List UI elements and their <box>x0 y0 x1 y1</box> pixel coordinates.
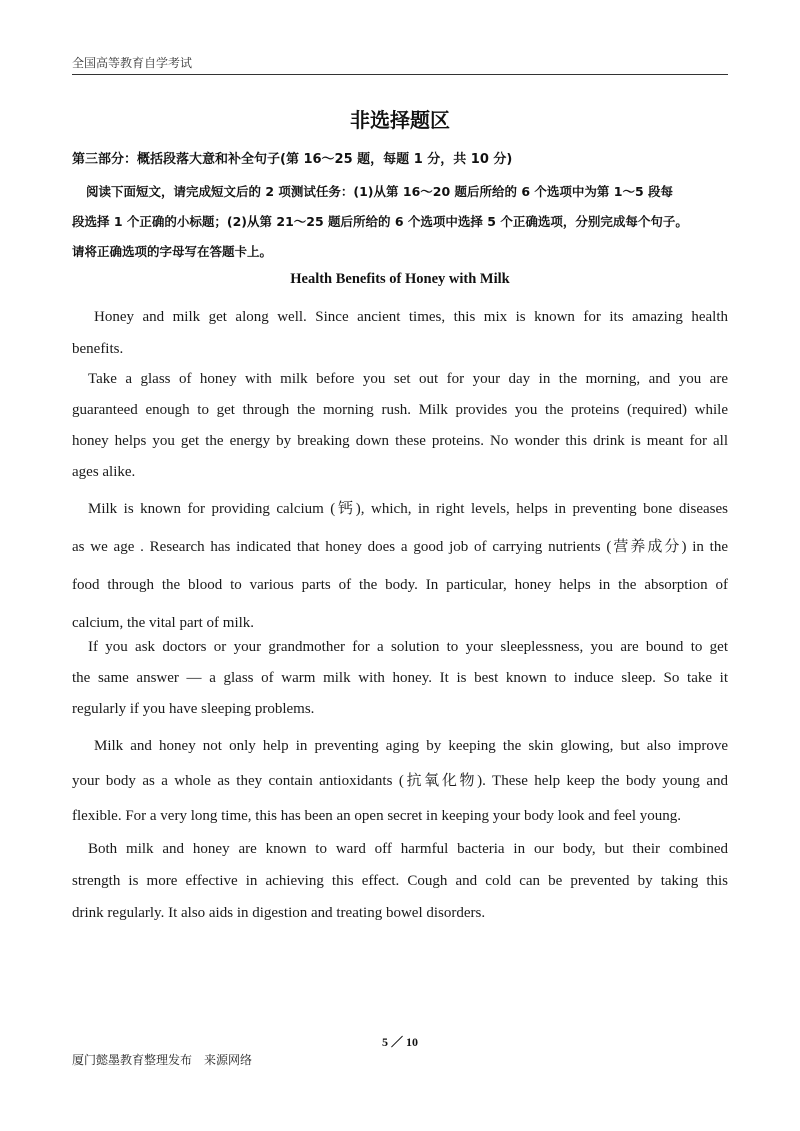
article-paragraph-5 <box>72 729 728 834</box>
page-number: 5 ／ 10 <box>381 1035 418 1049</box>
paragraph-line: Milk is known for providing calcium (钙), which, in right levels, helps in preventing bone diseases <box>88 501 728 517</box>
paragraph-line: Honey and milk get along well. Since ancient times, this mix is known for its amazing health <box>94 309 728 325</box>
article-paragraph-6 <box>72 833 728 929</box>
section-title: 非选择题区 <box>350 108 450 132</box>
footer-source-note: 厦门懿墨教育整理发布 来源网络 <box>72 1053 253 1067</box>
article-paragraph-1 <box>72 301 728 365</box>
paragraph-line: calcium, the vital part of milk. <box>72 615 255 631</box>
article-paragraph-4 <box>72 632 728 725</box>
paragraph-line: Milk and honey not only help in preventing aging by keeping the skin glowing, but also improve <box>94 738 728 754</box>
article-title: Health Benefits of Honey with Milk <box>290 271 510 287</box>
article-paragraph-3 <box>72 490 728 642</box>
instructions-line: 请将正确选项的字母写在答题卡上。 <box>72 244 273 259</box>
paragraph-line: regularly if you have sleeping problems. <box>72 701 315 717</box>
paragraph-line: food through the blood to various parts of the body. In particular, honey helps in the absorption of <box>72 577 728 593</box>
header-divider <box>72 74 728 75</box>
paragraph-line: flexible. For a very long time, this has been an open secret in keeping your body look and feel young. <box>72 808 682 824</box>
paragraph-line: ages alike. <box>72 464 136 480</box>
part-heading: 第三部分：概括段落大意和补全句子(第 16～25 题，每题 1 分，共 10 分) <box>72 152 513 167</box>
paragraph-line: strength is more effective in achieving this effect. Cough and cold can be prevented by taking this <box>72 873 728 889</box>
paragraph-line: as we age . Research has indicated that honey does a good job of carrying nutrients (营养成分) in the <box>72 539 728 555</box>
paragraph-line: Both milk and honey are known to ward off harmful bacteria in our body, but their combined <box>88 841 728 857</box>
instructions-line: 阅读下面短文，请完成短文后的 2 项测试任务：(1)从第 16～20 题后所给的 6 个选项中为第 1～5 段每 <box>86 184 674 199</box>
paragraph-line: your body as a whole as they contain antioxidants (抗氧化物). These help keep the body young and <box>72 773 728 789</box>
paragraph-line: Take a glass of honey with milk before you set out for your day in the morning, and you are <box>88 371 728 387</box>
instructions <box>72 177 732 267</box>
instructions-line: 段选择 1 个正确的小标题；(2)从第 21～25 题后所给的 6 个选项中选择 5 个正确选项，分别完成每个句子。 <box>72 214 688 229</box>
paragraph-line: drink regularly. It also aids in digestion and treating bowel disorders. <box>72 905 486 921</box>
paragraph-line: If you ask doctors or your grandmother for a solution to your sleeplessness, you are bound to get <box>88 639 728 655</box>
paragraph-line: guaranteed enough to get through the morning rush. Milk provides you the proteins (required) while <box>72 402 728 418</box>
paragraph-line: benefits. <box>72 341 124 357</box>
running-header: 全国高等教育自学考试 <box>72 56 193 70</box>
article-paragraph-2 <box>72 364 728 488</box>
paragraph-line: honey helps you get the energy by breaking down these proteins. No wonder this drink is meant for all <box>72 433 728 449</box>
paragraph-line: the same answer — a glass of warm milk with honey. It is best known to induce sleep. So take it <box>72 670 728 686</box>
